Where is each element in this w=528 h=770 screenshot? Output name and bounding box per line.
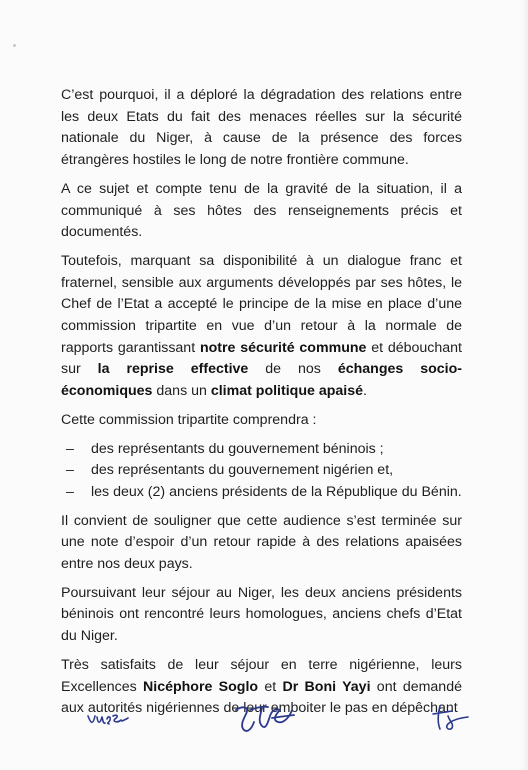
list-dash: – — [66, 462, 74, 479]
paragraph-text: de nos — [248, 361, 338, 378]
paragraph-text: Toutefois, marquant sa disponibilité à un dialogue franc et fraternel, sensible aux arguments développés par ses hôtes, le Chef de l’Etat a accepté le principe de la mise en place d’une commission tripartite en vue d’un retour à la normale de rapports garantissant — [61, 252, 462, 356]
paragraph — [61, 583, 462, 648]
paragraph-text: et débouchant sur — [61, 339, 462, 378]
paragraph — [61, 179, 462, 244]
emphasis-text: climat politique apaisé — [210, 383, 363, 400]
emphasis-text: notre sécurité commune — [199, 339, 367, 356]
emphasis-text: la reprise effective — [97, 361, 249, 378]
scan-speck — [13, 44, 16, 47]
paragraph-text: C’est pourquoi, il a déploré la dégradation des relations entre les deux Etats du fait des menaces réelles sur la sécurité nationale du Niger, à cause de la présence des forces étrangères hostiles le long de notre frontière commune. — [61, 87, 462, 169]
paragraph-text: dans un — [152, 383, 211, 400]
paragraph — [61, 511, 462, 576]
list-item-text: des représentants du gouvernement béninois ; — [91, 440, 384, 457]
paragraph — [61, 410, 462, 432]
paragraph-text: Très satisfaits de leur séjour en terre nigérienne, leurs Excellences — [61, 656, 462, 695]
list-item-text: des représentants du gouvernement nigérien et, — [91, 462, 394, 479]
list-item — [61, 460, 462, 482]
list-dash: – — [66, 483, 74, 500]
document-body — [61, 85, 462, 727]
paragraph-text: A ce sujet et compte tenu de la gravité de la situation, il a communiqué à ses hôtes des renseignements précis et documentés. — [61, 180, 462, 241]
right-initials-signature — [430, 702, 472, 734]
paragraph — [61, 85, 462, 172]
paragraph-text: et — [258, 678, 283, 695]
center-initials-signature — [232, 700, 298, 734]
list-item — [61, 439, 462, 461]
list-dash: – — [66, 440, 74, 457]
paragraph-text: ont demandé aux autorités nigériennes de leur emboiter le pas en dépêchant — [61, 678, 462, 717]
list-item — [61, 482, 462, 504]
emphasis-text: échanges socio-économiques — [61, 361, 462, 400]
paragraph-text: Poursuivant leur séjour au Niger, les deux anciens présidents béninois ont rencontré leurs homologues, anciens chefs d’Etat du Niger. — [61, 584, 462, 645]
list-item-text: les deux (2) anciens présidents de la République du Bénin. — [91, 483, 462, 500]
emphasis-text: Nicéphore Soglo — [143, 678, 259, 695]
emphasis-text: Dr Boni Yayi — [282, 678, 371, 695]
commission-members-list — [61, 439, 462, 504]
paragraph-text: Il convient de souligner que cette audience s’est terminée sur une note d’espoir d’un retour rapide à des relations apaisées entre nos deux pays. — [61, 512, 462, 573]
paragraph-text: Cette commission tripartite comprendra : — [61, 411, 317, 428]
paragraph-text: . — [363, 383, 367, 400]
left-initials-signature — [86, 708, 130, 730]
paragraph — [61, 251, 462, 403]
